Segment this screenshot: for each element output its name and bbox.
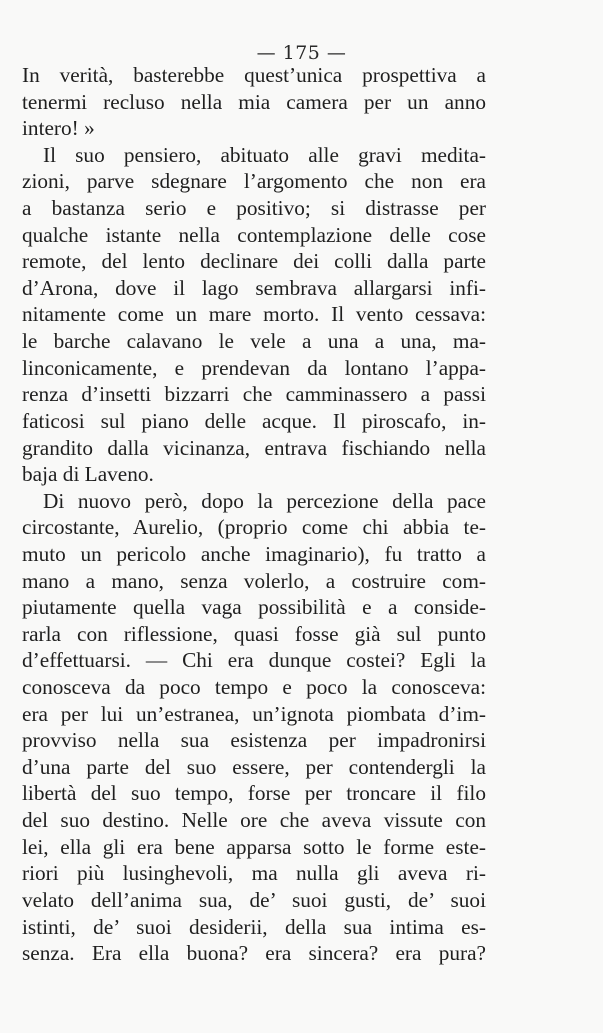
text-line: le barche calavano le vele a una a una, ma- bbox=[22, 329, 486, 354]
text-line: In verità, basterebbe quest’unica prospettiva a bbox=[22, 63, 486, 87]
text-line: circostante, Aurelio, (proprio come chi abbia te- bbox=[22, 515, 486, 540]
text-line: d’una parte del suo essere, per contendergli la bbox=[22, 754, 486, 779]
text-line: conosceva da poco tempo e poco la conosceva: bbox=[22, 675, 486, 700]
text-line: faticosi sul piano delle acque. Il piroscafo, in- bbox=[22, 408, 486, 433]
text-line: senza. Era ella buona? era sincera? era pura? bbox=[22, 941, 486, 966]
text-line: renza d’insetti bizzarri che camminassero a passi bbox=[22, 382, 486, 407]
text-line: lei, ella gli era bene apparsa sotto le forme este- bbox=[22, 834, 486, 859]
text-line: velato dell’anima sua, de’ suoi gusti, de’ suoi bbox=[22, 887, 486, 912]
text-line: riori più lusinghevoli, ma nulla gli aveva ri- bbox=[22, 861, 486, 886]
text-line: Il suo pensiero, abituato alle gravi medita- bbox=[43, 142, 486, 167]
text-line: mano a mano, senza volerlo, a costruire com- bbox=[22, 568, 486, 593]
text-line: nitamente come un mare morto. Il vento cessava: bbox=[22, 302, 486, 327]
text-line: d’Arona, dove il lago sembrava allargarsi infi- bbox=[22, 275, 486, 300]
text-line: baja di Laveno. bbox=[22, 462, 154, 487]
body-text bbox=[22, 62, 486, 967]
text-line: Di nuovo però, dopo la percezione della pace bbox=[43, 488, 486, 513]
text-line: a bastanza serio e positivo; si distrasse per bbox=[22, 196, 486, 221]
text-line: intero! » bbox=[22, 116, 95, 141]
text-line: era per lui un’estranea, un’ignota piombata d’im- bbox=[22, 701, 486, 726]
text-line: linconicamente, e prendevan da lontano l’appa- bbox=[22, 355, 486, 380]
text-line: grandito dalla vicinanza, entrava fischiando nella bbox=[22, 435, 486, 460]
text-line: tenermi recluso nella mia camera per un anno bbox=[22, 89, 486, 114]
text-line: d’effettuarsi. — Chi era dunque costei? Egli la bbox=[22, 648, 486, 673]
text-line: qualche istante nella contemplazione delle cose bbox=[22, 222, 486, 247]
text-line: zioni, parve sdegnare l’argomento che non era bbox=[22, 169, 486, 194]
text-line: remote, del lento declinare dei colli dalla parte bbox=[22, 249, 486, 274]
text-line: provviso nella sua esistenza per impadronirsi bbox=[22, 728, 486, 753]
text-line: piutamente quella vaga possibilità e a conside- bbox=[22, 595, 486, 620]
text-line: del suo destino. Nelle ore che aveva vissute con bbox=[22, 808, 486, 833]
text-line: libertà del suo tempo, forse per troncare il filo bbox=[22, 781, 486, 806]
text-line: istinti, de’ suoi desiderii, della sua intima es- bbox=[22, 914, 486, 939]
text-line: muto un pericolo anche imaginario), fu tratto a bbox=[22, 541, 486, 566]
page-number: — 175 — bbox=[256, 42, 347, 64]
text-line: rarla con riflessione, quasi fosse già sul punto bbox=[22, 621, 486, 646]
